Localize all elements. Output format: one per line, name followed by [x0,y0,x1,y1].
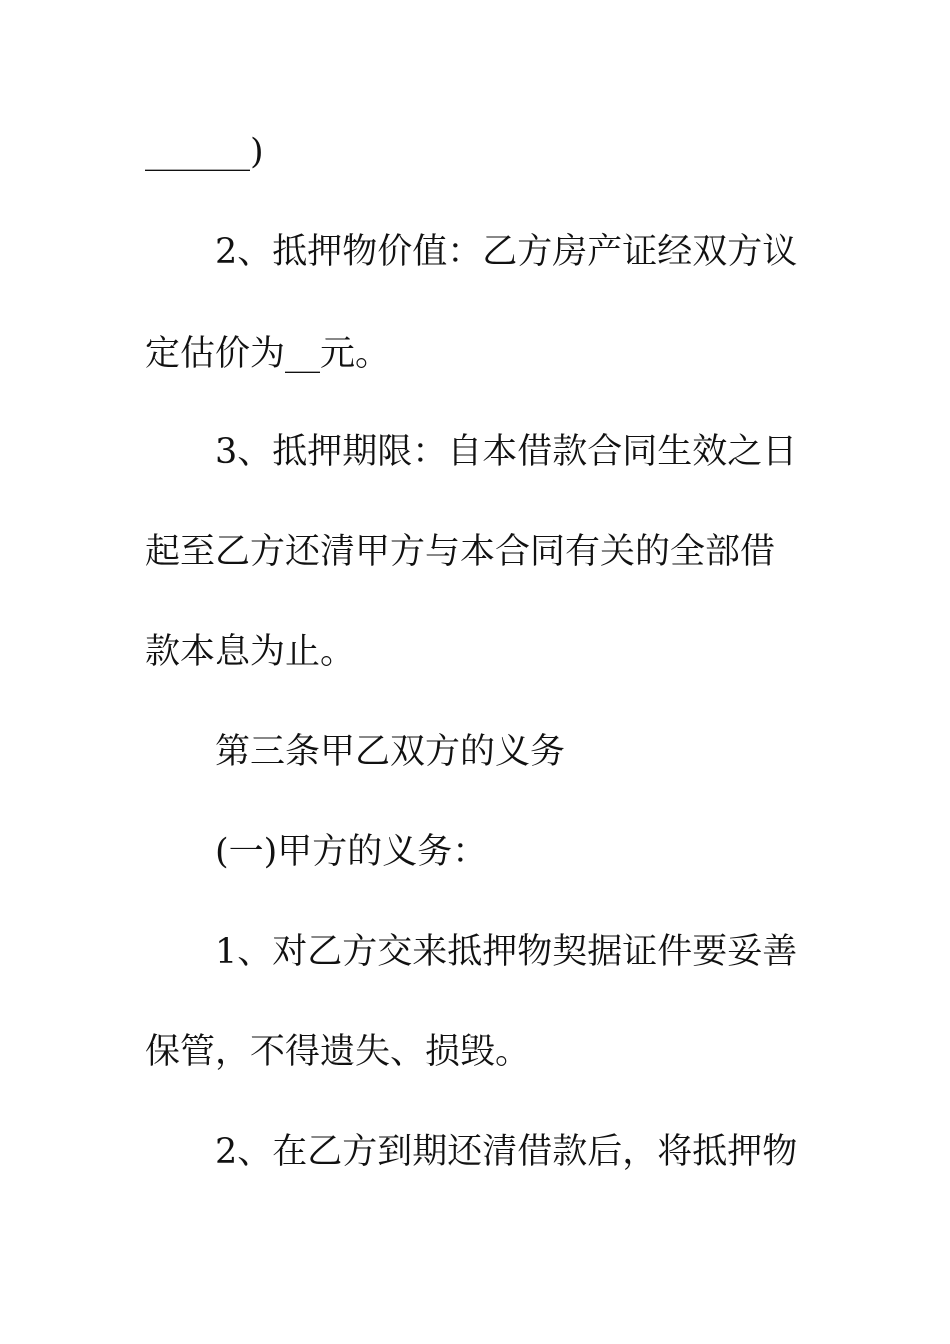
subsection-heading-party-a-duties: (一)甲方的义务： [215,832,488,872]
text-line-clause-3-middle: 起至乙方还清甲方与本合同有关的全部借 [145,532,776,572]
section-heading-article-3: 第三条甲乙双方的义务 [215,732,566,772]
text-line-duty-1-start: 1、对乙方交来抵押物契据证件要妥善 [215,932,798,972]
text-line-clause-3-start: 3、抵押期限：自本借款合同生效之日 [215,432,798,472]
text-line-blank-closing: ______) [145,132,264,172]
text-line-duty-1-end: 保管，不得遗失、损毁。 [145,1032,531,1072]
text-line-clause-2-start: 2、抵押物价值：乙方房产证经双方议 [215,232,798,272]
text-line-clause-2-end: 定估价为__元。 [145,334,391,374]
text-line-duty-2-start: 2、在乙方到期还清借款后，将抵押物 [215,1132,798,1172]
text-line-clause-3-end: 款本息为止。 [145,632,356,672]
